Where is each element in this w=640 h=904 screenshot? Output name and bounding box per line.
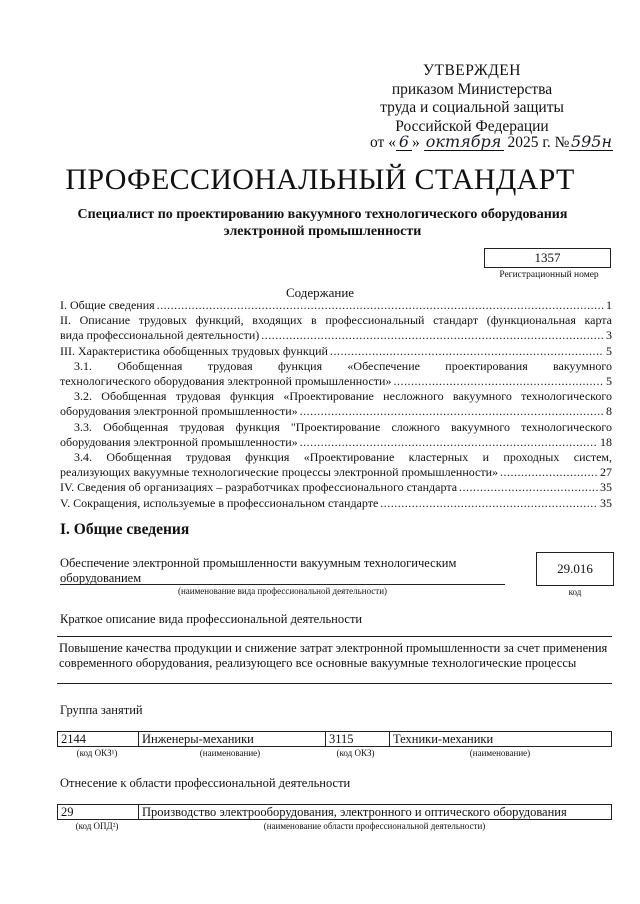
divider — [60, 584, 505, 585]
contents-heading: Содержание — [285, 285, 355, 300]
toc-item-line: 3.1. Обобщенная трудовая функция «Обеспечение проектирования вакуумного — [74, 358, 612, 373]
brief-description: Повышение качества продукции и снижение затрат электронной промышленности за счет применения современного оборудования, реализующего все основные вакуумные технологические процессы — [57, 636, 612, 684]
registration-label: Регистрационный номер — [499, 270, 599, 280]
order-date-line — [370, 134, 613, 152]
section-heading: I. Общие сведения — [60, 521, 190, 538]
table-row — [58, 805, 612, 820]
code-caption: код — [568, 587, 582, 597]
registration-number: 1357 — [484, 248, 611, 268]
toc-item: вида профессиональной деятельности) ..... 3 — [60, 328, 612, 343]
approval-title: УТВЕРЖДЕН — [423, 62, 521, 79]
occupation-group-table — [57, 731, 612, 747]
toc-item: оборудования электронной промышленности» ..... 8 — [60, 404, 612, 419]
toc-item: реализующих вакуумные технологические процессы электронной промышленности» ..... 27 — [60, 465, 612, 480]
column-caption: (наименование) — [199, 748, 261, 758]
order-year: 2025 г. № — [507, 134, 570, 151]
column-caption: (наименование) — [469, 748, 531, 758]
column-caption: (код ОПД²) — [75, 821, 119, 831]
toc-item: III. Характеристика обобщенных трудовых функций ..... 5 — [60, 344, 612, 359]
opd-code: 29 — [58, 805, 139, 820]
okz-code: 3115 — [326, 732, 390, 747]
opd-label: Отнесение к области профессиональной деятельности — [60, 776, 351, 790]
approval-line: труда и социальной защиты — [380, 99, 564, 116]
toc-item: оборудования электронной промышленности» ..... 18 — [60, 435, 612, 450]
order-mid: » — [411, 134, 420, 151]
column-caption: (код ОКЗ) — [336, 748, 375, 758]
activity-caption: (наименование вида профессиональной деятельности) — [177, 586, 388, 596]
column-caption: (код ОКЗ¹) — [76, 748, 118, 758]
okz-code: 2144 — [58, 732, 139, 747]
toc-item-line: 3.3. Обобщенная трудовая функция "Проектирование сложного вакуумного технологического — [74, 419, 612, 434]
approval-line: приказом Министерства — [391, 80, 553, 98]
toc-item-line: II. Описание трудовых функций, входящих в профессиональный стандарт (функциональная карта — [60, 313, 612, 328]
order-prefix: от « — [370, 134, 396, 151]
opd-table — [57, 804, 612, 820]
toc-item: IV. Сведения об организациях – разработчиках профессионального стандарта ..... 35 — [60, 480, 612, 495]
document-title: ПРОФЕССИОНАЛЬНЫЙ СТАНДАРТ — [65, 163, 575, 196]
toc-item-line: 3.4. Обобщенная трудовая функция «Проектирование кластерных и проходных систем, — [74, 450, 612, 465]
order-day: 6 — [396, 134, 412, 151]
okz-name: Техники-механики — [390, 732, 612, 747]
approval-line: Российской Федерации — [395, 117, 549, 135]
toc-item: I. Общие сведения ..... 1 — [60, 298, 612, 313]
approval-block — [372, 62, 572, 136]
activity-name: Обеспечение электронной промышленности вакуумным технологическим оборудованием — [60, 556, 457, 585]
occupation-group-label: Группа занятий — [60, 703, 143, 717]
toc-item: V. Сокращения, используемые в профессиональном стандарте ..... 35 — [60, 496, 612, 511]
brief-description-label: Краткое описание вида профессиональной деятельности — [60, 612, 363, 626]
okz-name: Инженеры-механики — [139, 732, 326, 747]
activity-code: 29.016 — [536, 552, 614, 586]
order-month: октября — [424, 134, 504, 151]
opd-name: Производство электрооборудования, электронного и оптического оборудования — [139, 805, 612, 820]
column-caption: (наименование области профессиональной деятельности) — [263, 821, 486, 831]
document-subtitle: Специалист по проектированию вакуумного технологического оборудования электронной промышленности — [77, 207, 568, 239]
toc-item: технологического оборудования электронной промышленности» ..... 5 — [60, 374, 612, 389]
table-of-contents — [60, 298, 612, 511]
table-row — [58, 732, 612, 747]
order-number: 595н — [570, 132, 613, 151]
toc-item-line: 3.2. Обобщенная трудовая функция «Проектирование несложного вакуумного технологического — [74, 389, 612, 404]
